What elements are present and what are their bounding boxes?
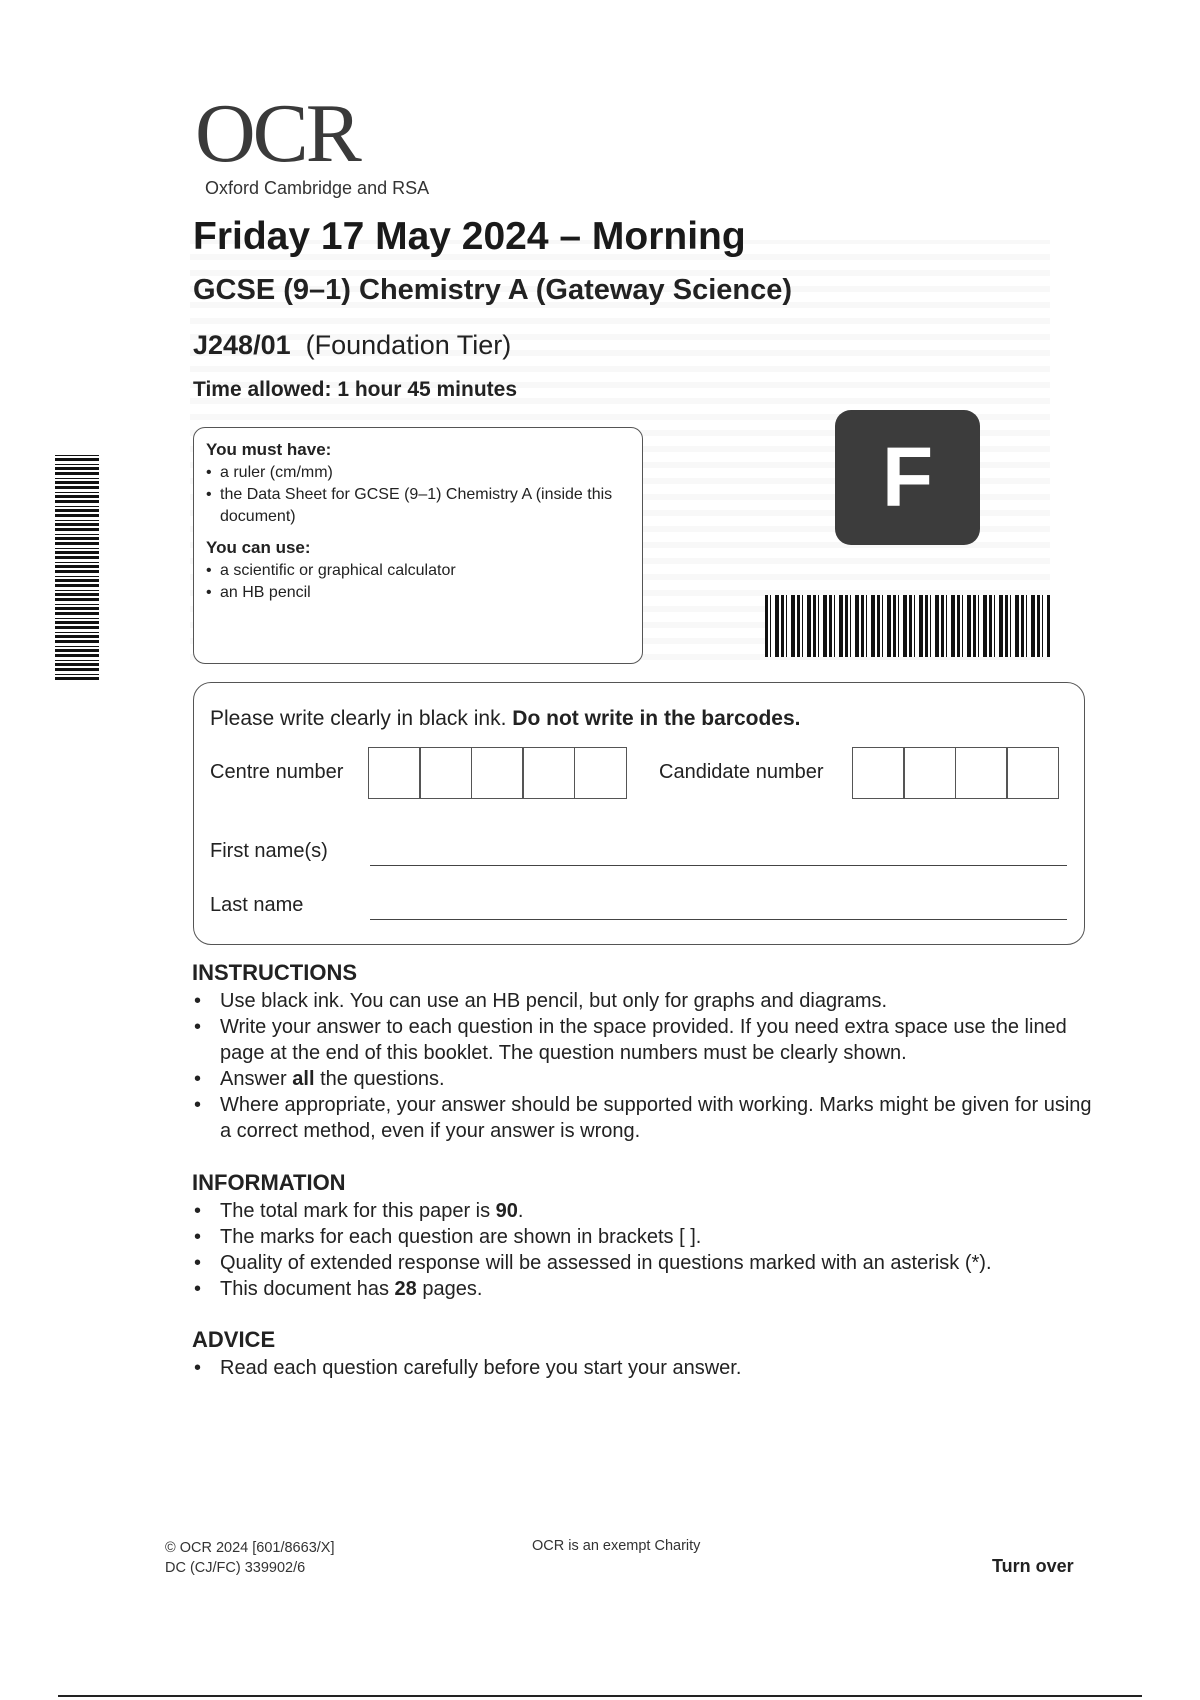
page-count: 28 xyxy=(394,1278,417,1300)
candidate-digit-box[interactable] xyxy=(903,747,956,799)
information-item: • The marks for each question are shown in brackets [ ]. xyxy=(192,1224,1092,1250)
must-have-list xyxy=(206,462,630,528)
information-section xyxy=(192,1170,1092,1302)
first-name-field[interactable] xyxy=(370,865,1067,866)
can-use-item: • an HB pencil xyxy=(206,582,630,604)
centre-digit-box[interactable] xyxy=(419,747,472,799)
centre-number-label: Centre number xyxy=(210,761,344,783)
bottom-divider xyxy=(58,1695,1142,1697)
can-use-item: • a scientific or graphical calculator xyxy=(206,560,630,582)
information-text: pages. xyxy=(422,1278,483,1300)
information-item: • The total mark for this paper is 90. xyxy=(192,1198,1092,1224)
paper-line xyxy=(193,330,511,361)
candidate-number-field[interactable] xyxy=(853,747,1059,799)
instruction-text: Answer xyxy=(220,1068,287,1090)
total-marks: 90 xyxy=(495,1200,518,1222)
last-name-field[interactable] xyxy=(370,919,1067,920)
must-have-item: • the Data Sheet for GCSE (9–1) Chemistry A (inside this document) xyxy=(206,484,630,528)
advice-heading: ADVICE xyxy=(192,1327,276,1352)
centre-number-field[interactable] xyxy=(369,747,627,799)
information-heading: INFORMATION xyxy=(192,1170,346,1195)
candidate-digit-box[interactable] xyxy=(852,747,905,799)
instruction-item xyxy=(192,1066,1092,1092)
advice-item: • Read each question carefully before you start your answer. xyxy=(192,1355,1092,1381)
charity-note: OCR is an exempt Charity xyxy=(532,1538,701,1554)
information-text: The total mark for this paper is xyxy=(220,1200,491,1222)
write-note xyxy=(210,707,801,731)
centre-digit-box[interactable] xyxy=(522,747,575,799)
candidate-number-label: Candidate number xyxy=(659,761,824,783)
must-have-heading: You must have: xyxy=(206,440,332,459)
information-item: • Quality of extended response will be assessed in questions marked with an asterisk (*). xyxy=(192,1250,1092,1276)
document-code: DC (CJ/FC) 339902/6 xyxy=(165,1560,306,1576)
instruction-item: • Where appropriate, your answer should be supported with working. Marks might be given for using a correct method, even if your answer is wrong. xyxy=(192,1092,1092,1144)
candidate-digit-box[interactable] xyxy=(1006,747,1059,799)
information-text: This document has xyxy=(220,1278,389,1300)
instruction-item: • Use black ink. You can use an HB pencil, but only for graphs and diagrams. xyxy=(192,988,1092,1014)
candidate-details-box xyxy=(193,682,1085,945)
must-have-item: • a ruler (cm/mm) xyxy=(206,462,630,484)
candidate-digit-box[interactable] xyxy=(955,747,1008,799)
write-note-plain: Please write clearly in black ink. xyxy=(210,707,507,730)
write-note-bold: Do not write in the barcodes. xyxy=(512,707,801,730)
tier-badge: F xyxy=(835,410,980,545)
last-name-label: Last name xyxy=(210,894,304,916)
information-item xyxy=(192,1276,1092,1302)
equipment-box xyxy=(193,427,643,664)
copyright-text: © OCR 2024 [601/8663/X] xyxy=(165,1540,335,1556)
first-name-label: First name(s) xyxy=(210,840,328,862)
exam-date: Friday 17 May 2024 – Morning xyxy=(193,215,746,258)
instruction-text: the questions. xyxy=(320,1068,445,1090)
advice-section xyxy=(192,1327,1092,1381)
instruction-item: • Write your answer to each question in the space provided. If you need extra space use the lined page at the end of this booklet. The question numbers must be clearly shown. xyxy=(192,1014,1092,1066)
paper-tier: (Foundation Tier) xyxy=(305,330,512,360)
instructions-section xyxy=(192,960,1092,1144)
centre-digit-box[interactable] xyxy=(574,747,627,799)
centre-digit-box[interactable] xyxy=(471,747,524,799)
paper-code: J248/01 xyxy=(193,330,291,360)
side-barcode-icon xyxy=(55,455,99,680)
instructions-heading: INSTRUCTIONS xyxy=(192,960,357,985)
qualification-title: GCSE (9–1) Chemistry A (Gateway Science) xyxy=(193,274,793,306)
barcode-icon xyxy=(765,595,1050,657)
can-use-list xyxy=(206,560,630,604)
centre-digit-box[interactable] xyxy=(368,747,421,799)
instruction-emphasis: all xyxy=(292,1068,315,1090)
time-allowed: Time allowed: 1 hour 45 minutes xyxy=(193,378,518,401)
logo-mark: OCR xyxy=(195,87,359,180)
logo-subtitle: Oxford Cambridge and RSA xyxy=(205,178,430,198)
turn-over-label: Turn over xyxy=(992,1556,1074,1576)
footer-copyright xyxy=(165,1538,334,1578)
ocr-logo xyxy=(195,87,455,202)
can-use-heading: You can use: xyxy=(206,538,311,557)
